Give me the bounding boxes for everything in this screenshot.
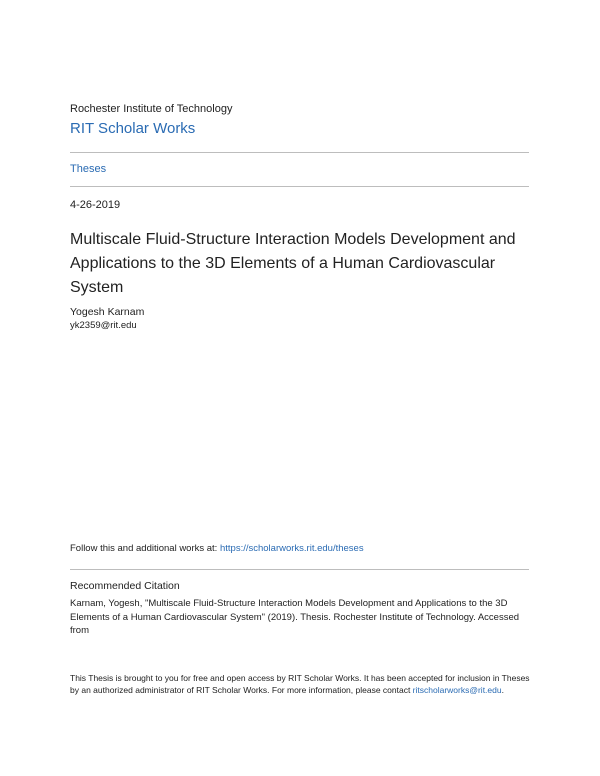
repository-link[interactable]: RIT Scholar Works xyxy=(70,120,196,137)
theses-collection-link[interactable]: https://scholarworks.rit.edu/theses xyxy=(219,543,364,554)
access-statement-text: This Thesis is brought to you for free and open access by RIT Scholar Works. It has been accepted for inclusion in Theses by an authorized administrator of RIT Scholar Works. For more information, please contact xyxy=(70,673,530,695)
follow-prefix: Follow this and additional works at: xyxy=(70,543,220,554)
divider xyxy=(70,186,529,187)
divider xyxy=(70,152,529,153)
divider xyxy=(70,569,529,570)
author-email: yk2359@rit.edu xyxy=(70,320,137,331)
publication-date: 4-26-2019 xyxy=(70,199,121,211)
citation-heading: Recommended Citation xyxy=(70,580,180,592)
access-statement xyxy=(70,672,532,696)
collection-link[interactable]: Theses xyxy=(70,163,107,175)
citation-text: Karnam, Yogesh, "Multiscale Fluid-Structure Interaction Models Development and Applications to the 3D Elements of a Human Cardiovascular System" (2019). Thesis. Rochester Institute of Technology. Accessed from xyxy=(70,598,520,636)
institution-name: Rochester Institute of Technology xyxy=(70,103,233,115)
access-statement-suffix: . xyxy=(501,685,504,695)
contact-email-link[interactable]: ritscholarworks@rit.edu xyxy=(412,685,502,695)
follow-line xyxy=(70,543,364,554)
author-name: Yogesh Karnam xyxy=(70,306,145,318)
thesis-title: Multiscale Fluid-Structure Interaction Models Development and Applications to the 3D Elements of a Human Cardiovascular System xyxy=(70,231,516,296)
